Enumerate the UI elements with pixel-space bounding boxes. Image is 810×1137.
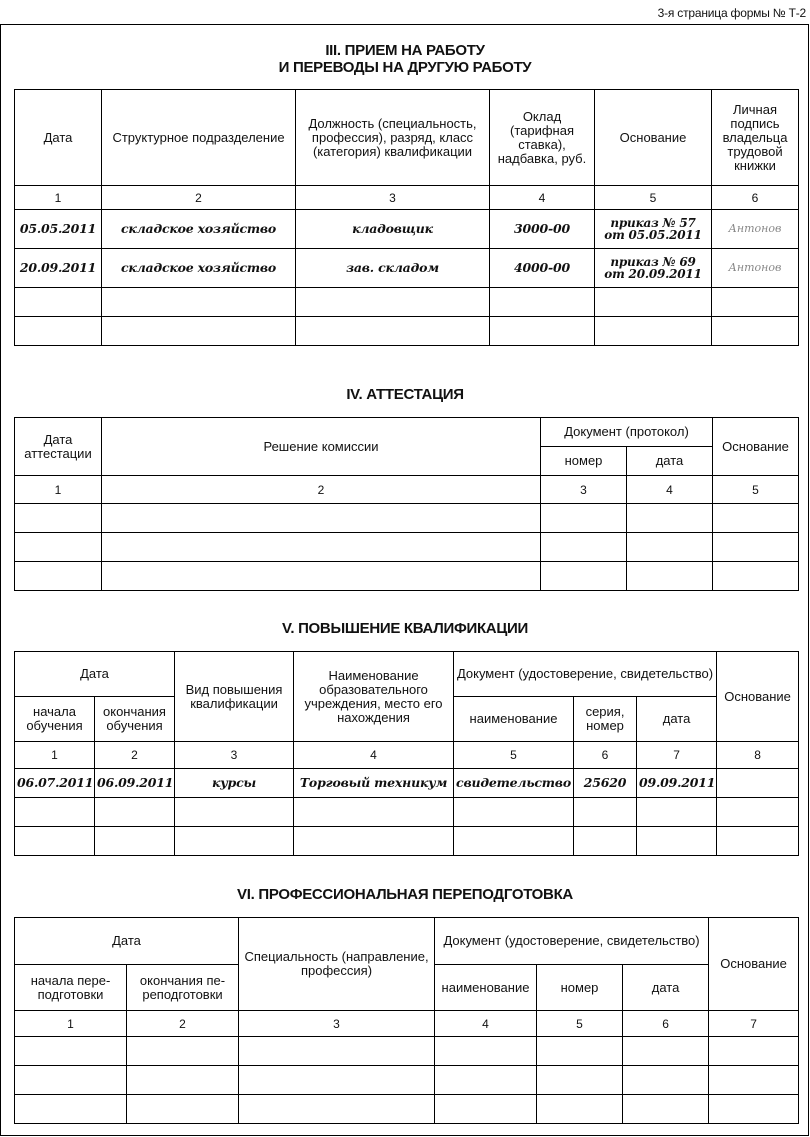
row-institution: Торговый техникум [294, 769, 454, 798]
header-start: начала обучения [15, 697, 95, 742]
basis-order: приказ № 57 [610, 216, 696, 230]
header-specialty: Специальность (направление, профессия) [239, 918, 435, 1011]
row-doc-name: свидетельство [454, 769, 574, 798]
section-6-title: VI. ПРОФЕССИОНАЛЬНАЯ ПЕРЕПОДГОТОВКА [237, 886, 573, 903]
row-type: курсы [175, 769, 294, 798]
header-date: Дата [15, 652, 175, 697]
empty-row [15, 827, 799, 856]
row-salary: 3000-00 [490, 210, 595, 249]
header-number: номер [537, 965, 623, 1011]
table-row [15, 249, 799, 288]
section-3-title-line2: И ПЕРЕВОДЫ НА ДРУГУЮ РАБОТУ [278, 59, 532, 76]
col-number: 5 [713, 476, 799, 504]
empty-row [15, 504, 799, 533]
header-basis: Основание [595, 90, 712, 186]
col-number: 5 [537, 1011, 623, 1037]
header-end: окончания пе-реподготовки [127, 965, 239, 1011]
col-number: 3 [239, 1011, 435, 1037]
col-number: 5 [595, 186, 712, 210]
col-number: 6 [712, 186, 799, 210]
header-position: Должность (специальность, профессия), разряд, класс (категория) квалификации [296, 90, 490, 186]
header-start: начала пере-подготовки [15, 965, 127, 1011]
header-attestation-date: Дата аттестации [15, 418, 102, 476]
row-unit: складское хозяйство [102, 249, 296, 288]
header-doc-date: дата [623, 965, 709, 1011]
col-number: 1 [15, 1011, 127, 1037]
retraining-table [14, 917, 799, 1124]
empty-row [15, 1095, 799, 1124]
header-doc-name: наименование [435, 965, 537, 1011]
header-unit: Структурное подразделение [102, 90, 296, 186]
col-number: 1 [15, 742, 95, 769]
header-date: Дата [15, 918, 239, 965]
qualification-table [14, 651, 799, 856]
col-number: 5 [454, 742, 574, 769]
header-doc-date: дата [637, 697, 717, 742]
section-4-title: IV. АТТЕСТАЦИЯ [346, 386, 464, 403]
empty-row [15, 798, 799, 827]
col-number: 4 [294, 742, 454, 769]
header-series: серия, номер [574, 697, 637, 742]
row-date: 05.05.2011 [15, 210, 102, 249]
col-number: 3 [541, 476, 627, 504]
row-start: 06.07.2011 [15, 769, 95, 798]
section-3-title-line1: III. ПРИЕМ НА РАБОТУ [325, 42, 485, 59]
header-document: Документ (протокол) [541, 418, 713, 447]
empty-row [15, 562, 799, 591]
header-basis: Основание [709, 918, 799, 1011]
basis-order: приказ № 69 [610, 255, 696, 269]
row-end: 06.09.2011 [95, 769, 175, 798]
col-number: 3 [175, 742, 294, 769]
col-number: 7 [709, 1011, 799, 1037]
row-series: 25620 [574, 769, 637, 798]
row-position: кладовщик [296, 210, 490, 249]
col-number: 1 [15, 186, 102, 210]
basis-order-date: от 05.05.2011 [604, 228, 702, 242]
header-document: Документ (удостоверение, свидетельство) [435, 918, 709, 965]
form-page-label: 3-я страница формы № Т-2 [657, 6, 806, 20]
col-number: 4 [627, 476, 713, 504]
col-number: 7 [637, 742, 717, 769]
header-basis: Основание [713, 418, 799, 476]
table-row [15, 769, 799, 798]
row-signature: Антонов [712, 210, 799, 249]
header-document: Документ (удостоверение, свидетельство) [454, 652, 717, 697]
header-end: окончания обучения [95, 697, 175, 742]
col-number: 8 [717, 742, 799, 769]
header-doc-date: дата [627, 447, 713, 476]
empty-row [15, 1066, 799, 1095]
row-signature: Антонов [712, 249, 799, 288]
row-basis [717, 769, 799, 798]
row-salary: 4000-00 [490, 249, 595, 288]
empty-row [15, 533, 799, 562]
col-number: 2 [127, 1011, 239, 1037]
section-3-title [0, 42, 810, 76]
col-number: 2 [102, 186, 296, 210]
row-basis [595, 210, 712, 249]
col-number: 4 [490, 186, 595, 210]
header-institution: Наименование образовательного учреждения, место его нахождения [294, 652, 454, 742]
empty-row [15, 288, 799, 317]
header-decision: Решение комиссии [102, 418, 541, 476]
table-row [15, 210, 799, 249]
header-type: Вид повышения квалификации [175, 652, 294, 742]
section-5-title: V. ПОВЫШЕНИЕ КВАЛИФИКАЦИИ [282, 620, 528, 637]
col-number: 6 [623, 1011, 709, 1037]
row-doc-date: 09.09.2011 [637, 769, 717, 798]
header-signature: Личная подпись владельца трудовой книжки [712, 90, 799, 186]
header-date: Дата [15, 90, 102, 186]
col-number: 2 [102, 476, 541, 504]
row-basis [595, 249, 712, 288]
col-number: 1 [15, 476, 102, 504]
header-basis: Основание [717, 652, 799, 742]
row-date: 20.09.2011 [15, 249, 102, 288]
empty-row [15, 1037, 799, 1066]
col-number: 3 [296, 186, 490, 210]
attestation-table [14, 417, 799, 591]
hiring-transfers-table [14, 89, 799, 346]
basis-order-date: от 20.09.2011 [604, 267, 702, 281]
col-number: 4 [435, 1011, 537, 1037]
header-salary: Оклад (тарифная ставка), надбавка, руб. [490, 90, 595, 186]
header-number: номер [541, 447, 627, 476]
header-doc-name: наименование [454, 697, 574, 742]
empty-row [15, 317, 799, 346]
row-unit: складское хозяйство [102, 210, 296, 249]
col-number: 2 [95, 742, 175, 769]
row-position: зав. складом [296, 249, 490, 288]
col-number: 6 [574, 742, 637, 769]
